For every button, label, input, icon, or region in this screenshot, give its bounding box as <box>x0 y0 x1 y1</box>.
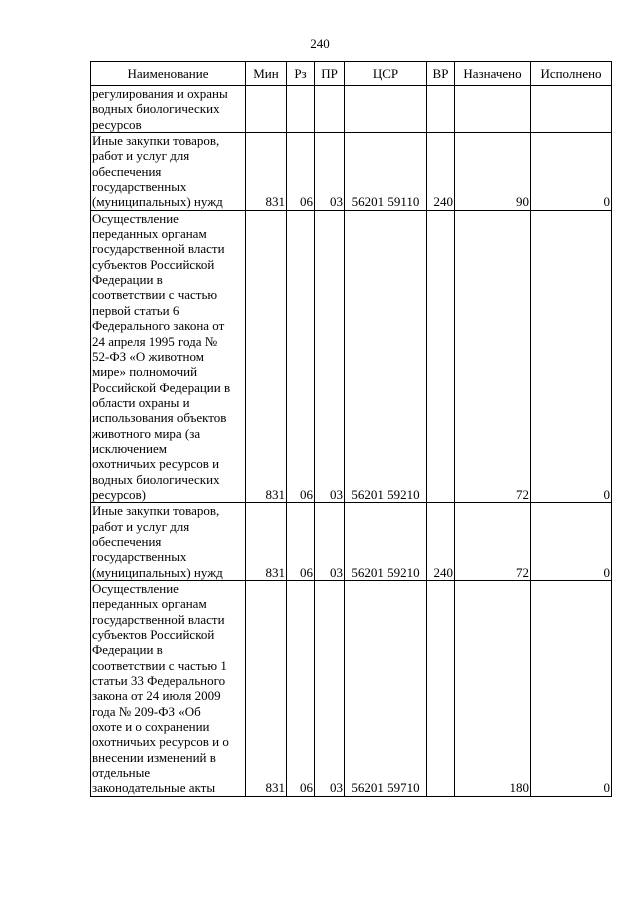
cell-executed: 0 <box>531 581 612 797</box>
cell-vr <box>427 86 455 133</box>
name-line: обеспечения <box>92 533 162 549</box>
name-line: работ и услуг для <box>92 148 190 164</box>
cell-vr <box>427 581 455 797</box>
name-line: государственной власти <box>92 241 225 257</box>
cell-pr: 03 <box>315 581 345 797</box>
name-line: водных биологических <box>92 101 220 117</box>
cell-assigned: 72 <box>455 210 531 503</box>
cell-rz <box>287 86 315 133</box>
cell-vr <box>427 210 455 503</box>
cell-min: 831 <box>246 503 287 581</box>
name-line: Осуществление <box>92 581 179 596</box>
cell-rz: 06 <box>287 133 315 211</box>
column-header-min: Мин <box>246 62 287 86</box>
cell-csr: 56201 59110 <box>345 133 427 211</box>
name-line: 24 апреля 1995 года № <box>92 333 218 349</box>
cell-assigned: 180 <box>455 581 531 797</box>
page-number: 240 <box>310 36 330 51</box>
cell-executed <box>531 86 612 133</box>
name-line: закона от 24 июля 2009 <box>92 688 221 704</box>
column-header-assigned: Назначено <box>455 62 531 86</box>
cell-pr: 03 <box>315 210 345 503</box>
name-line: переданных органам <box>92 596 207 612</box>
cell-vr: 240 <box>427 133 455 211</box>
name-line: регулирования и охраны <box>92 86 228 101</box>
cell-csr: 56201 59210 <box>345 210 427 503</box>
name-line: года № 209-ФЗ «Об <box>92 703 201 719</box>
name-line: государственной власти <box>92 611 225 627</box>
cell-pr: 03 <box>315 503 345 581</box>
name-line: соответствии с частью <box>92 287 218 303</box>
table-row <box>91 210 612 503</box>
column-header-pr: ПР <box>315 62 345 86</box>
name-line: (муниципальных) нужд <box>92 194 223 210</box>
name-line: 52-ФЗ «О животном <box>92 348 204 364</box>
name-line: переданных органам <box>92 226 207 242</box>
cell-min: 831 <box>246 581 287 797</box>
name-line: соответствии с частью 1 <box>92 657 227 673</box>
cell-name <box>91 133 246 211</box>
cell-min: 831 <box>246 133 287 211</box>
column-header-executed: Исполнено <box>531 62 612 86</box>
cell-csr: 56201 59710 <box>345 581 427 797</box>
cell-name <box>91 210 246 503</box>
name-line: животного мира (за <box>92 425 201 441</box>
name-line: исключением <box>92 440 167 456</box>
column-header-name: Наименование <box>91 62 246 86</box>
name-line: субъектов Российской <box>92 627 215 643</box>
name-line: ресурсов) <box>92 486 146 502</box>
name-line: статьи 33 Федерального <box>92 673 226 689</box>
name-line: охотничьих ресурсов и <box>92 456 220 472</box>
name-line: законодательные акты <box>92 780 216 796</box>
cell-pr <box>315 86 345 133</box>
name-line: охотничьих ресурсов и о <box>92 734 229 750</box>
name-line: области охраны и <box>92 394 190 410</box>
cell-name <box>91 581 246 797</box>
budget-table <box>90 61 612 797</box>
name-line: использования объектов <box>92 410 227 426</box>
cell-assigned <box>455 86 531 133</box>
cell-min <box>246 86 287 133</box>
column-header-vr: ВР <box>427 62 455 86</box>
name-line: государственных <box>92 179 187 195</box>
cell-assigned: 90 <box>455 133 531 211</box>
name-line: Иные закупки товаров, <box>92 503 220 519</box>
name-line: работ и услуг для <box>92 518 190 534</box>
name-line: водных биологических <box>92 471 220 487</box>
name-line: Федерального закона от <box>92 318 225 334</box>
name-line: Федерации в <box>92 272 163 288</box>
name-line: обеспечения <box>92 163 162 179</box>
cell-min: 831 <box>246 210 287 503</box>
name-line: Осуществление <box>92 210 179 226</box>
cell-pr: 03 <box>315 133 345 211</box>
name-line: Иные закупки товаров, <box>92 133 220 149</box>
cell-rz: 06 <box>287 210 315 503</box>
cell-name <box>91 86 246 133</box>
name-line: отдельные <box>92 765 151 781</box>
column-header-csr: ЦСР <box>345 62 427 86</box>
cell-rz: 06 <box>287 581 315 797</box>
cell-executed: 0 <box>531 210 612 503</box>
table-row <box>91 86 612 133</box>
name-line: внесении изменений в <box>92 749 216 765</box>
cell-csr: 56201 59210 <box>345 503 427 581</box>
name-line: Российской Федерации в <box>92 379 231 395</box>
name-line: Федерации в <box>92 642 163 658</box>
cell-csr <box>345 86 427 133</box>
cell-vr: 240 <box>427 503 455 581</box>
name-line: субъектов Российской <box>92 256 215 272</box>
cell-name <box>91 503 246 581</box>
table-row <box>91 503 612 581</box>
cell-executed: 0 <box>531 503 612 581</box>
table-row <box>91 133 612 211</box>
name-line: первой статьи 6 <box>92 302 180 318</box>
cell-executed: 0 <box>531 133 612 211</box>
table-row <box>91 581 612 797</box>
name-line: (муниципальных) нужд <box>92 564 223 580</box>
name-line: мире» полномочий <box>92 364 198 380</box>
name-line: охоте и о сохранении <box>92 719 210 735</box>
column-header-rz: Рз <box>287 62 315 86</box>
cell-assigned: 72 <box>455 503 531 581</box>
name-line: ресурсов <box>92 116 142 132</box>
cell-rz: 06 <box>287 503 315 581</box>
table-body <box>91 86 612 797</box>
table-header-row <box>91 62 612 86</box>
name-line: государственных <box>92 549 187 565</box>
